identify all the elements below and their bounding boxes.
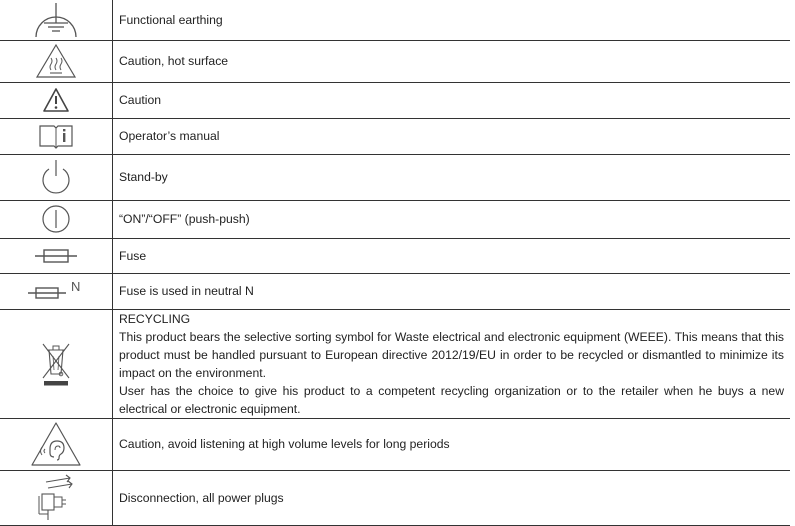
table-row [0,309,790,418]
icon-cell [0,309,113,418]
crossed-bin-weee-icon [39,340,73,388]
recycling-title: RECYCLING [119,311,191,326]
table-row [0,470,790,525]
caution-triangle-icon [42,87,70,113]
icon-cell [0,200,113,238]
icon-cell [0,470,113,525]
functional-earthing-icon [32,1,80,39]
recycling-paragraph-1: This product bears the selective sorting symbol for Waste electrical and electronic equipment (WEEE). This means that this product must be handled pursuant to European directive 2012/19/EU in order to be recycled or dismantled to minimize its impact on the environment. [119,329,784,380]
table-row [0,0,790,40]
fuse-icon [32,246,80,266]
table-row [0,200,790,238]
disconnect-power-plugs-icon [34,474,78,522]
description-cell: Fuse is used in neutral N [113,273,791,309]
description-cell: Caution [113,82,791,118]
description-cell: “ON”/“OFF” (push-push) [113,200,791,238]
description-cell: Fuse [113,238,791,273]
icon-cell [0,418,113,470]
table-row [0,40,790,82]
icon-cell [0,118,113,154]
table-row [0,418,790,470]
fuse-neutral-icon [24,279,88,303]
hot-surface-warning-icon [34,42,78,80]
operators-manual-icon [38,123,74,149]
description-cell: Functional earthing [113,0,791,40]
neutral-n-label: N [71,279,81,294]
table-row [0,118,790,154]
table-row [0,238,790,273]
recycling-paragraph-2: User has the choice to give his product to a competent recycling organization or to the retailer when he buys a new electrical or electronic equipment. [119,383,784,416]
icon-cell [0,154,113,200]
description-cell: Operator’s manual [113,118,791,154]
table-row [0,154,790,200]
description-cell: Caution, avoid listening at high volume levels for long periods [113,418,791,470]
icon-cell [0,0,113,40]
on-off-push-push-icon [40,203,72,235]
icon-cell [0,40,113,82]
description-cell [113,309,791,418]
standby-icon [39,158,73,196]
icon-cell [0,273,113,309]
hearing-damage-warning-icon [30,421,82,467]
description-cell: Disconnection, all power plugs [113,470,791,525]
description-cell: Stand-by [113,154,791,200]
description-cell: Caution, hot surface [113,40,791,82]
table-row [0,273,790,309]
icon-cell [0,82,113,118]
icon-cell [0,238,113,273]
table-row [0,82,790,118]
